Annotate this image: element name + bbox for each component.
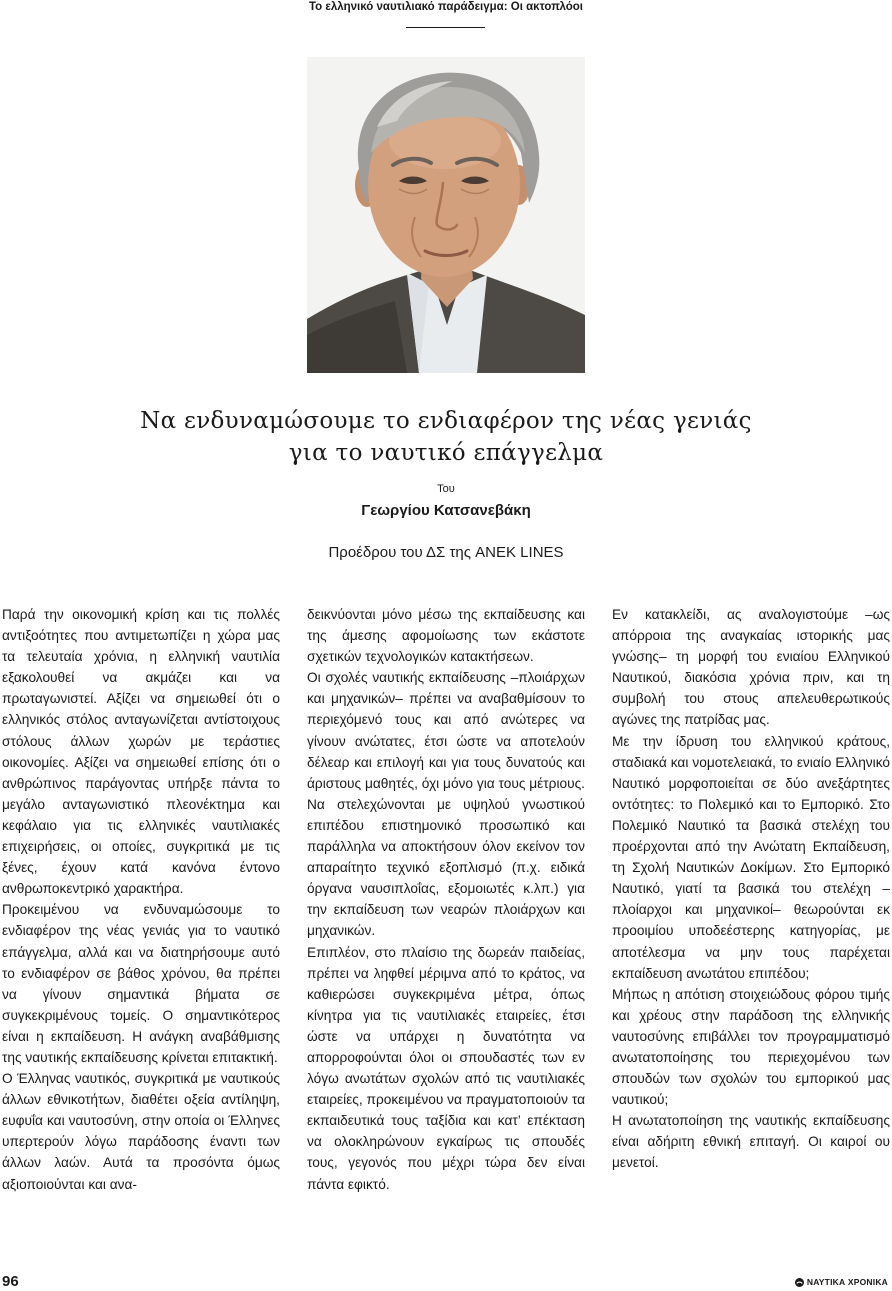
article-title-line-1: Να ενδυναμώσουμε το ενδιαφέρον της νέας γενιάς bbox=[140, 408, 752, 434]
paragraph: Προκειμένου να ενδυναμώσουμε το ενδιαφέρον της νέας γενιάς για το ναυτικό επάγγελμα, αλλά και να διατηρήσουμε αυτό το ενδιαφέρον σε βάθος χρόνου, θα πρέπει να γίνουν σημαντικά βήματα σε συγκεκριμένους τομείς. Ο σημαντικότερος είναι η εκπαίδευση. Η ανάγκη αναβάθμισης της ναυτικής εκπαίδευσης κρίνεται επιτακτική. bbox=[2, 902, 280, 1065]
text-column-3 bbox=[612, 604, 890, 1174]
text-column-2 bbox=[307, 604, 585, 1195]
portrait-illustration bbox=[307, 57, 585, 373]
running-head: Το ελληνικό ναυτιλιακό παράδειγμα: Οι ακτοπλόοι bbox=[308, 1, 583, 13]
article-title-line-2: για το ναυτικό επάγγελμα bbox=[288, 440, 604, 466]
brand-name: ΝΑΥΤΙΚΑ ΧΡΟΝΙΚΑ bbox=[806, 1277, 888, 1287]
paragraph: Ο Έλληνας ναυτικός, συγκριτικά με ναυτικούς άλλων εθνικοτήτων, διαθέτει οξεία αντίληψη, ευφυΐα και ναυτοσύνη, στην οποία οι Έλληνες υπερτερούν λόγω παράδοσης έναντι των άλλων λαών. Αυτά τα προσόντα όμως αξιοποιούνται και ανα- bbox=[2, 1071, 280, 1192]
author-name: Γεωργίου Κατσανεβάκη bbox=[361, 502, 531, 519]
paragraph: Η ανωτατοποίηση της ναυτικής εκπαίδευσης είναι αδήριτη εθνική επιταγή. Οι καιροί ου μενετοί. bbox=[612, 1113, 890, 1171]
paragraph: Παρά την οικονομική κρίση και τις πολλές αντιξοότητες που αντιμετωπίζει η χώρα μας τα τελευταία χρόνια, η ελληνική ναυτιλία εξακολουθεί να ακμάζει και να πρωταγωνιστεί. Αξίζει να σημειωθεί ότι ο ελληνικός στόλος ανταγωνίζεται αντίστοιχους στόλους άλλων χωρών με τεράστιες οικονομίες. Αξίζει να σημειωθεί επίσης ότι ο ανθρώπινος παράγοντας υπήρξε πάντα το μεγάλο ανταγωνιστικό πλεονέκτημα και κεφάλαιο για τις ελληνικές ναυτιλιακές επιχειρήσεις, οι οποίες, συγκριτικά με τις ξένες, έχουν κατά κανόνα έντονο ανθρωποκεντρικό χαρακτήρα. bbox=[2, 607, 280, 897]
brand-logo-icon bbox=[795, 1278, 804, 1287]
article-title bbox=[0, 405, 892, 469]
paragraph: Μήπως η απότιση στοιχειώδους φόρου τιμής και χρέους στην παράδοση της ελληνικής ναυτοσύνης επιβάλλει τον προγραμματισμό ανωτατοποίησης του περιεχομένου των σπουδών των σχολών του εμπορικού μας ναυτικού; bbox=[612, 986, 890, 1108]
paragraph: Με την ίδρυση του ελληνικού κράτους, σταδιακά και νομοτελειακά, το ενιαίο Ελληνικό Ναυτικό μορφοποιείται σε δύο ανεξάρτητες οντότητες: το Πολεμικό και το Εμπορικό. Στο Πολεμικό Ναυτικό τα βασικά στελέχη του προέρχονται από την Ανώτατη Εκπαίδευση, τη Σχολή Ναυτικών Δοκίμων. Στο Εμπορικό Ναυτικό, γιατί τα βασικά του στελέχη –πλοίαρχοι και μηχανικοί– θεωρούνται εκ προοιμίου υποδεέστερης κατηγορίας, με αποτέλεσμα να μην τους παρέχεται εκπαίδευση ανωτάτου επιπέδου; bbox=[612, 733, 890, 981]
author-portrait bbox=[307, 57, 585, 373]
page-number: 96 bbox=[2, 1273, 19, 1290]
paragraph: δεικνύονται μόνο μέσω της εκπαίδευσης και της άμεσης αφομοίωσης των εκάστοτε σχετικών τεχνολογικών κατακτήσεων. bbox=[307, 607, 585, 665]
footer-brand bbox=[795, 1277, 888, 1287]
byline-prefix: Του bbox=[437, 483, 455, 495]
paragraph: Επιπλέον, στο πλαίσιο της δωρεάν παιδείας, πρέπει να ληφθεί μέριμνα από το κράτος, να καθιερώσει συγκεκριμένα μέτρα, όπως κίνητρα για τις ναυτιλιακές εταιρείες, έτσι ώστε να υπάρχει η δυνατότητα να απορροφούνται όλοι οι σπουδαστές των εν λόγω ανωτάτων σχολών από τις ναυτιλιακές εταιρείες, προκειμένου να πραγματοποιούν τα εκπαιδευτικά τους ταξίδια και κατ’ επέκταση να ολοκληρώνουν εγκαίρως τις σπουδές τους, γεγονός που μέχρι τώρα δεν είναι πάντα εφικτό. bbox=[307, 944, 585, 1192]
paragraph: Εν κατακλείδι, ας αναλογιστούμε –ως απόρροια της αναγκαίας ιστορικής μας γνώσης– τη μορφή του ενιαίου Ελληνικού Ναυτικού, διακόσια χρόνια πριν, και τη συμβολή του στους απελευθερωτικούς αγώνες της πατρίδας μας. bbox=[612, 607, 890, 728]
author-role: Προέδρου του ΔΣ της ANEK LINES bbox=[328, 544, 564, 561]
text-column-1 bbox=[2, 604, 280, 1195]
paragraph: Οι σχολές ναυτικής εκπαίδευσης –πλοιάρχων και μηχανικών– πρέπει να αναβαθμίσουν το περιεχόμενό τους και από ανώτερες να γίνουν ανώτατες, έτσι ώστε να αποτελούν δέλεαρ και επιλογή και για τους δυνατούς και άριστους μαθητές, όχι μόνο για τους μέτριους. Να στελεχώνονται με υψηλού γνωστικού επιπέδου επιστημονικό προσωπικό και παράλληλα να αποκτήσουν όλον εκείνον τον απαραίτητο τεχνικό εξοπλισμό (π.χ. ειδικά όργανα ναυσιπλοΐας, εξομοιωτές κ.λπ.) για την εκπαίδευση των νεαρών πλοιάρχων και μηχανικών. bbox=[307, 670, 585, 939]
header-rule bbox=[406, 27, 485, 28]
